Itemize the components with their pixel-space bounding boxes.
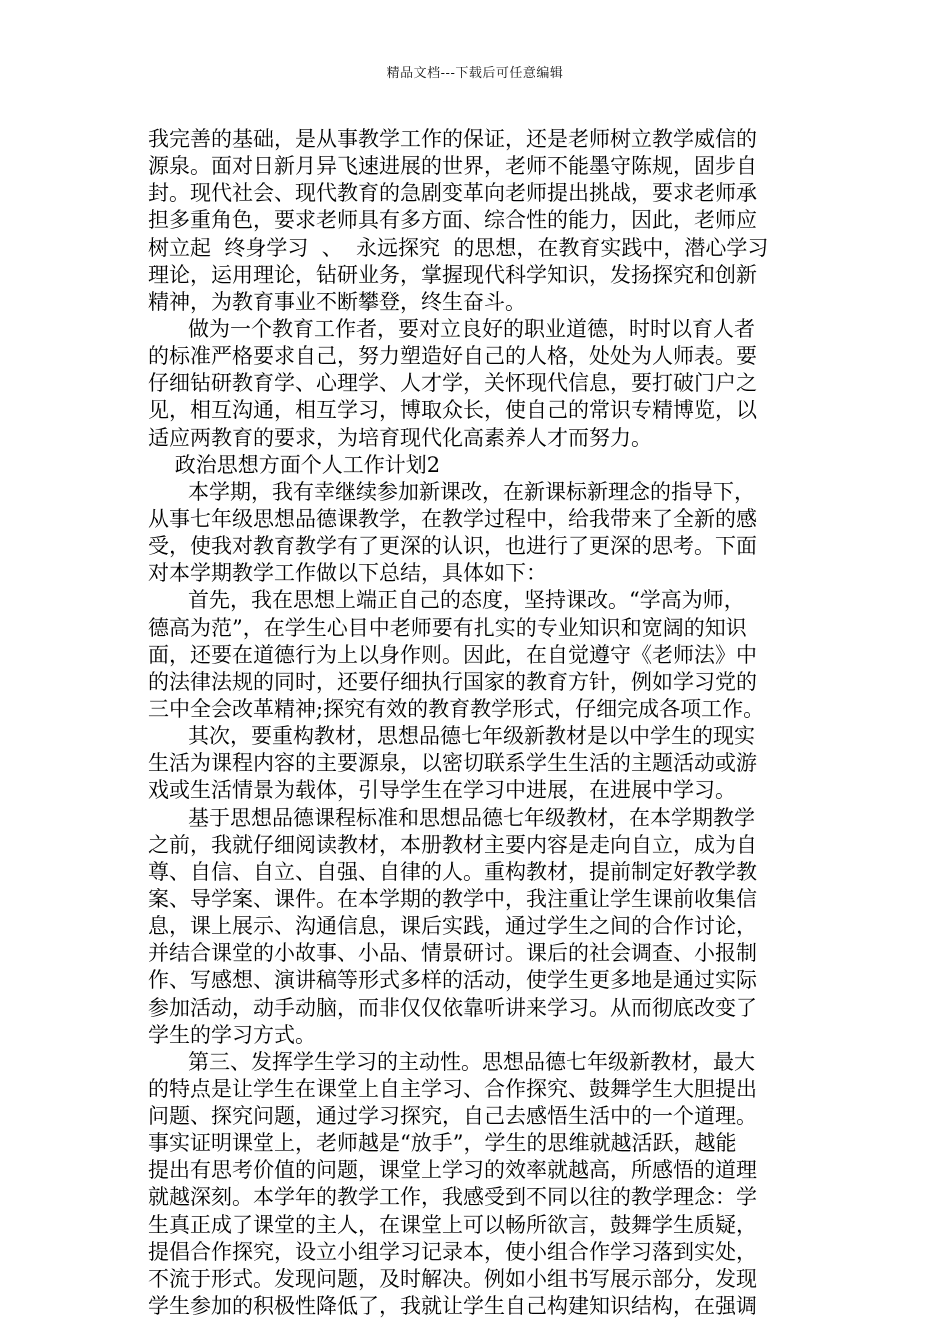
text-line: 源泉。面对日新月异飞速进展的世界，老师不能墨守陈规，固步自 bbox=[148, 154, 757, 179]
text-line: 政治思想方面个人工作计划2 bbox=[148, 452, 441, 477]
text-line: 仔细钻研教育学、心理学、人才学，关怀现代信息，要打破门户之 bbox=[148, 371, 757, 396]
text-line: 适应两教育的要求，为培育现代化高素养人才而努力。 bbox=[148, 425, 652, 450]
text-line: 就越深刻。本学年的教学工作，我感受到不同以往的教学理念：学 bbox=[148, 1185, 757, 1210]
document-body bbox=[148, 126, 808, 1320]
text-line: 的法律法规的同时，还要仔细执行国家的教育方针，例如学习党的 bbox=[148, 669, 757, 694]
text-line: 见，相互沟通，相互学习，博取众长，使自己的常识专精博览，以 bbox=[148, 398, 757, 423]
text-line: 学生参加的积极性降低了，我就让学生自己构建知识结构，在强调 bbox=[148, 1294, 757, 1319]
text-line: 封。现代社会、现代教育的急剧变革向老师提出挑战，要求老师承 bbox=[148, 181, 757, 206]
text-line: 树立起 终身学习 、 永远探究 的思想，在教育实践中，潜心学习 bbox=[148, 235, 769, 260]
text-line: 学生的学习方式。 bbox=[148, 1022, 316, 1047]
text-line: 受，使我对教育教学有了更深的认识，也进行了更深的思考。下面 bbox=[148, 534, 757, 559]
text-line: 担多重角色，要求老师具有多方面、综合性的能力，因此，老师应 bbox=[148, 208, 757, 233]
text-line: 不流于形式。发现问题，及时解决。例如小组书写展示部分，发现 bbox=[148, 1266, 757, 1291]
text-line: 尊、自信、自立、自强、自律的人。重构教材，提前制定好教学教 bbox=[148, 859, 757, 884]
text-line: 其次，要重构教材，思想品德七年级新教材是以中学生的现实 bbox=[148, 724, 756, 749]
text-line: 我完善的基础，是从事教学工作的保证，还是老师树立教学威信的 bbox=[148, 127, 757, 151]
text-line: 精神，为教育事业不断攀登，终生奋斗。 bbox=[148, 289, 526, 314]
text-line: 的标准严格要求自己，努力塑造好自己的人格，处处为人师表。要 bbox=[148, 344, 757, 369]
text-line: 本学期，我有幸继续参加新课改，在新课标新理念的指导下， bbox=[148, 479, 756, 504]
text-line: 三中全会改革精神;探究有效的教育教学形式，仔细完成各项工作。 bbox=[148, 696, 765, 721]
text-line: 作、写感想、演讲稿等形式多样的活动，使学生更多地是通过实际 bbox=[148, 968, 757, 993]
text-line: 对本学期教学工作做以下总结，具体如下： bbox=[148, 561, 547, 586]
text-line: 的特点是让学生在课堂上自主学习、合作探究、鼓舞学生大胆提出 bbox=[148, 1076, 757, 1101]
text-line: 生真正成了课堂的主人，在课堂上可以畅所欲言，鼓舞学生质疑， bbox=[148, 1212, 757, 1237]
text-line: 德高为范”，在学生心目中老师要有扎实的专业知识和宽阔的知识 bbox=[148, 615, 747, 640]
text-line: 做为一个教育工作者，要对立良好的职业道德，时时以育人者 bbox=[148, 316, 756, 341]
text-line: 事实证明课堂上，老师越是“放手”，学生的思维就越活跃，越能 bbox=[148, 1131, 737, 1156]
text-line: 并结合课堂的小故事、小品、情景研讨。课后的社会调查、小报制 bbox=[148, 941, 757, 966]
text-line: 生活为课程内容的主要源泉，以密切联系学生生活的主题活动或游 bbox=[148, 751, 757, 776]
text-line: 戏或生活情景为载体，引导学生在学习中进展，在进展中学习。 bbox=[148, 778, 736, 803]
page-header: 精品文档---下载后可任意编辑 bbox=[386, 66, 564, 81]
text-line: 之前，我就仔细阅读教材，本册教材主要内容是走向自立，成为自 bbox=[148, 832, 757, 857]
text-line: 理论，运用理论，钻研业务，掌握现代科学知识，发扬探究和创新 bbox=[148, 262, 757, 287]
text-line: 提出有思考价值的问题，课堂上学习的效率就越高，所感悟的道理 bbox=[148, 1158, 757, 1183]
text-line: 案、导学案、课件。在本学期的教学中，我注重让学生课前收集信 bbox=[148, 886, 757, 911]
text-line: 息，课上展示、沟通信息，课后实践，通过学生之间的合作讨论， bbox=[148, 914, 757, 939]
text-line: 提倡合作探究，设立小组学习记录本，使小组合作学习落到实处， bbox=[148, 1239, 757, 1264]
text-line: 首先，我在思想上端正自己的态度，坚持课改。“学高为师， bbox=[148, 588, 745, 613]
text-line: 参加活动，动手动脑，而非仅仅依靠听讲来学习。从而彻底改变了 bbox=[148, 995, 757, 1020]
text-line: 从事七年级思想品德课教学，在教学过程中，给我带来了全新的感 bbox=[148, 506, 757, 531]
text-line: 第三、发挥学生学习的主动性。思想品德七年级新教材，最大 bbox=[148, 1049, 756, 1074]
text-line: 问题、探究问题，通过学习探究，自己去感悟生活中的一个道理。 bbox=[148, 1104, 757, 1129]
text-line: 基于思想品德课程标准和思想品德七年级教材，在本学期教学 bbox=[148, 805, 756, 830]
text-line: 面，还要在道德行为上以身作则。因此，在自觉遵守《老师法》中 bbox=[148, 642, 757, 667]
